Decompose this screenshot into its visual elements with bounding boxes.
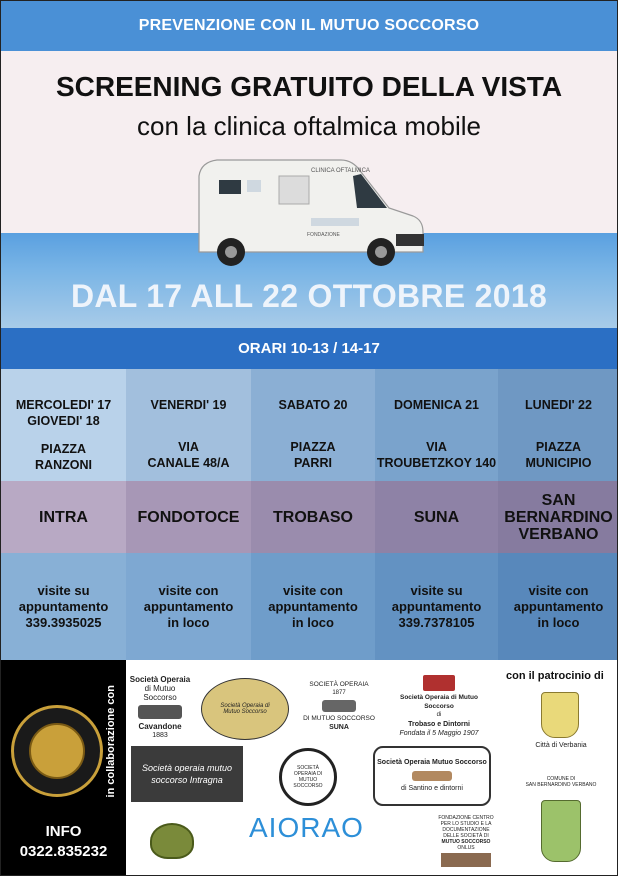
schedule-visit-info: visite con appuntamento in loco <box>498 553 618 660</box>
suna-logo: SOCIETÀ OPERAIA 1877 DI MUTUO SOCCORSO SUNA <box>303 681 375 731</box>
schedule-visit-info: visite con appuntamento in loco <box>251 553 375 660</box>
schedule-day: MERCOLEDI' 17 GIOVEDI' 18 <box>15 398 112 428</box>
oval-gold-logo: Società Operaia di Mutuo Soccorso <box>201 678 289 740</box>
info-label: INFO <box>45 823 82 840</box>
opening-hours: ORARI 10-13 / 14-17 <box>238 340 380 357</box>
trobaso-logo: Società Operaia di Mutuo Soccorso di Trobaso e Dintorni Fondata il 5 Maggio 1907 <box>385 670 493 742</box>
santino-logo: Società Operaia Mutuo Soccorso di Santino e dintorni <box>373 746 491 806</box>
event-dates: DAL 17 ALL 22 OTTOBRE 2018 <box>70 278 548 314</box>
poster-subtitle: con la clinica oftalmica mobile <box>137 111 481 141</box>
schedule-place: FONDOTOCE <box>126 481 251 553</box>
schedule-visit-info: visite su appuntamento 339.3935025 <box>1 553 126 660</box>
schedule-place: SUNA <box>375 481 498 553</box>
schedule-day: SABATO 20 <box>278 398 348 412</box>
info-contact <box>1 822 126 862</box>
intragna-logo: Società operaia mutuo soccorso Intragna <box>131 746 243 802</box>
schedule-day: DOMENICA 21 <box>394 398 479 412</box>
mascot-image <box>143 812 201 870</box>
info-phone: 0322.835232 <box>19 843 108 860</box>
schedule-day-cell <box>1 369 126 481</box>
schedule-day-cell <box>375 369 498 481</box>
schedule-place: INTRA <box>1 481 126 553</box>
schedule-address: VIA CANALE 48/A <box>147 440 230 470</box>
collaboration-label: in collaborazione con <box>105 684 117 798</box>
cavandone-logo: Società Operaia di Mutuo Soccorso Cavandone 1883 <box>129 674 191 739</box>
hours-band <box>1 328 617 369</box>
schedule-grid <box>1 369 617 660</box>
schedule-day-cell <box>498 369 618 481</box>
intra-badge-logo <box>11 705 103 797</box>
schedule-day: VENERDI' 19 <box>150 398 227 412</box>
schedule-place: TROBASO <box>251 481 375 553</box>
patronage-label: con il patrocinio di <box>506 670 604 682</box>
van-side-label: CLINICA OFTALMICA <box>311 168 370 174</box>
fondazione-logo: FONDAZIONE CENTRO PER LO STUDIO E LA DOCUMENTAZIONE DELLE SOCIETÀ DI MUTUO SOCCORSO ONLUS <box>427 808 505 874</box>
sanbernardino-label: COMUNE DI SAN BERNARDINO VERBANO <box>525 776 597 788</box>
verbania-crest <box>541 692 579 738</box>
schedule-address: PIAZZA PARRI <box>290 440 336 470</box>
mobile-clinic-van-image <box>191 156 431 274</box>
poster-title: SCREENING GRATUITO DELLA VISTA <box>55 71 563 102</box>
schedule-visit-info: visite con appuntamento in loco <box>126 553 251 660</box>
sanbernardino-crest <box>541 800 581 862</box>
banner-text: PREVENZIONE CON IL MUTUO SOCCORSO <box>138 17 480 34</box>
aiorao-logo: AIORAO <box>249 812 364 843</box>
schedule-day-cell <box>126 369 251 481</box>
schedule-day: LUNEDI' 22 <box>525 398 592 412</box>
ossuccio-logo: SOCIETÀ OPERAIA DI MUTUO SOCCORSO <box>279 748 337 806</box>
schedule-visit-info: visite su appuntamento 339.7378105 <box>375 553 498 660</box>
info-panel <box>1 660 126 876</box>
schedule-address: VIA TROUBETZKOY 140 <box>376 440 497 470</box>
schedule-place: SAN BERNARDINO VERBANO <box>498 481 618 553</box>
schedule-day-cell <box>251 369 375 481</box>
top-banner <box>1 1 617 51</box>
partners-section <box>1 660 617 876</box>
verbania-label: Città di Verbania <box>535 741 587 749</box>
van-brand-label: FONDAZIONE <box>307 232 340 238</box>
schedule-address: PIAZZA RANZONI <box>35 442 92 472</box>
schedule-address: PIAZZA MUNICIPIO <box>525 440 592 470</box>
